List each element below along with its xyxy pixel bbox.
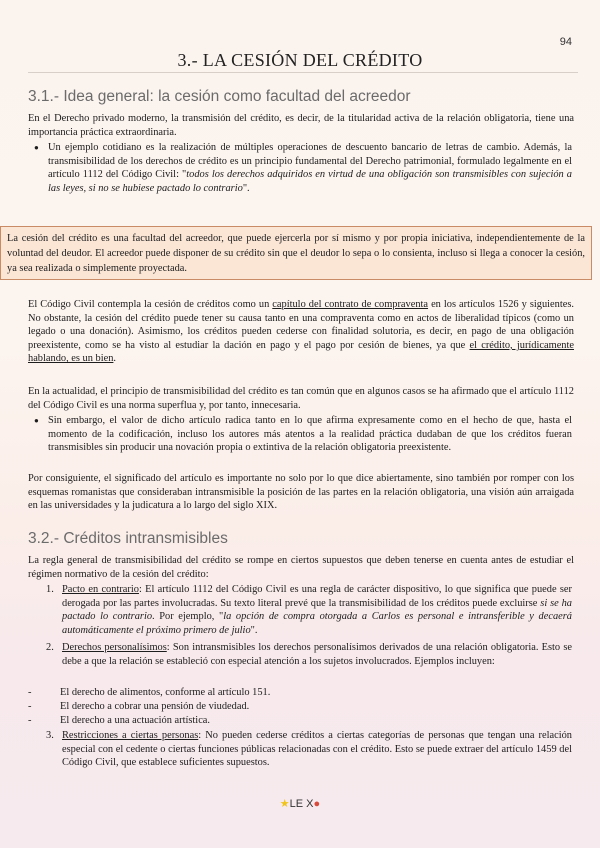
dash-item-actuacion: - El derecho a una actuación artística. <box>28 715 211 726</box>
dash-item-alimentos: - El derecho de alimentos, conforme al artículo 151. <box>28 687 271 698</box>
underlined-credito-bien: el crédito, jurídicamente hablando, es un bien <box>28 339 574 365</box>
section-heading-3-1: 3.1.- Idea general: la cesión como facultad del acreedor <box>28 88 411 105</box>
page-number: 94 <box>559 36 572 48</box>
drop-icon: ● <box>313 798 321 810</box>
section2-intro: La regla general de transmisibilidad del crédito se rompe en ciertos supuestos que deben tenerse en cuenta antes de estudiar el régimen normativo de la cesión del crédito: <box>28 555 574 580</box>
title-divider <box>28 72 578 73</box>
page-title: 3.- LA CESIÓN DEL CRÉDITO <box>177 50 423 70</box>
list-item-pacto: 1. Pacto en contrario: El artículo 1112 del Código Civil es una regla de carácter dispositivo, lo que significa que puede ser derogada por las partes involucradas. Su texto literal prevé que la transmisibilidad de los créditos puede excluirse si se ha pactado lo contrario. Por ejemplo, "la opción de compra otorgada a Carlos es personal e intransferible y decaerá automáticamente el próximo primero de julio". <box>46 584 572 636</box>
list-item-personalisimos: 2. Derechos personalísimos: Son intransmisibles los derechos personalísimos derivados de una relación obligatoria. Esto se debe a que la relación se estableció con especial atención a los sujetos involucrados. Ejemplos incluyen: <box>46 642 572 667</box>
article-1112-quote: todos los derechos adquiridos en virtud de una obligación son transmisibles con sujeción a las leyes, si no se hubiese pactado lo contrario <box>48 169 572 194</box>
star-icon: ★ <box>279 798 290 810</box>
list-item-restricciones: 3. Restricciones a ciertas personas: No pueden cederse créditos a ciertas categorías de personas que tengan una relación especial con el cedente o ciertas funciones públicas relacionadas con el crédito. Esto se puede extraer del artículo 1459 del Código Civil, que establece suficientes supuestos. <box>46 730 572 769</box>
section1-intro: En el Derecho privado moderno, la transmisión del crédito, es decir, de la titularidad activa de la relación obligatoria, tiene una importancia práctica extraordinaria. <box>28 113 574 138</box>
footer-logo: ★LE X● <box>279 798 321 810</box>
paragraph-codigo-civil: El Código Civil contempla la cesión de créditos como un capítulo del contrato de compraventa en los artículos 1526 y siguientes. No obstante, la cesión del crédito puede tener su causa tanto en una compraventa como en actos de liberalidad típicos (como un legado o una donación). Asimismo, los créditos pueden cederse con finalidad solutoria, es decir, en pago de una obligación preexistente, como se ha visto al estudiar la dación en pago y el pago por cesión de bienes, ya que el crédito, jurídicamente hablando, es un bien. <box>28 299 574 365</box>
link-capitulo-compraventa[interactable]: capítulo del contrato de compraventa <box>272 299 429 310</box>
bullet-sin-embargo: ● Sin embargo, el valor de dicho artículo radica tanto en lo que afirma expresamente como en el hecho de que, hasta el momento de la codificación, incluso los autores más atentos a la realidad práctica dudaban de que los créditos fueran transmisibles sin producir una novación propia o extintiva de la relación obligatoria preexistente. <box>48 414 572 455</box>
dash-item-viudedad: - El derecho a cobrar una pensión de viudedad. <box>28 701 250 712</box>
paragraph-consiguiente: Por consiguiente, el significado del artículo es importante no solo por lo que dice abiertamente, sino también por romper con los esquemas romanistas que consideraban intransmisible la posición de las partes en la relación obligatoria, una visión aún arraigada en las universidades y la judicatura a lo largo del siglo XIX. <box>28 473 574 512</box>
bullet-ejemplo: ● Un ejemplo cotidiano es la realización de múltiples operaciones de descuento bancario de letras de cambio. Además, la transmisibilidad de los derechos de crédito es un principio fundamental del Derecho patrimonial, formulado legalmente en el artículo 1112 del Código Civil: "todos los derechos adquiridos en virtud de una obligación son transmisibles con sujeción a las leyes, si no se hubiese pactado lo contrario". <box>48 141 572 195</box>
key-concept-callout: La cesión del crédito es una facultad del acreedor, que puede ejercerla por sí mismo y por propia iniciativa, independientemente de la voluntad del deudor. El acreedor puede disponer de su crédito sin que el deudor lo sepa o lo consienta, incluso si llega a conocer la cesión, ya sea realizada o simplemente proyectada. <box>0 226 592 280</box>
paragraph-actualidad: En la actualidad, el principio de transmisibilidad del crédito es tan común que en algunos casos se ha afirmado que el artículo 1112 del Código Civil es una norma superflua y, por tanto, innecesaria. <box>28 386 574 411</box>
section-heading-3-2: 3.2.- Créditos intransmisibles <box>28 530 228 547</box>
